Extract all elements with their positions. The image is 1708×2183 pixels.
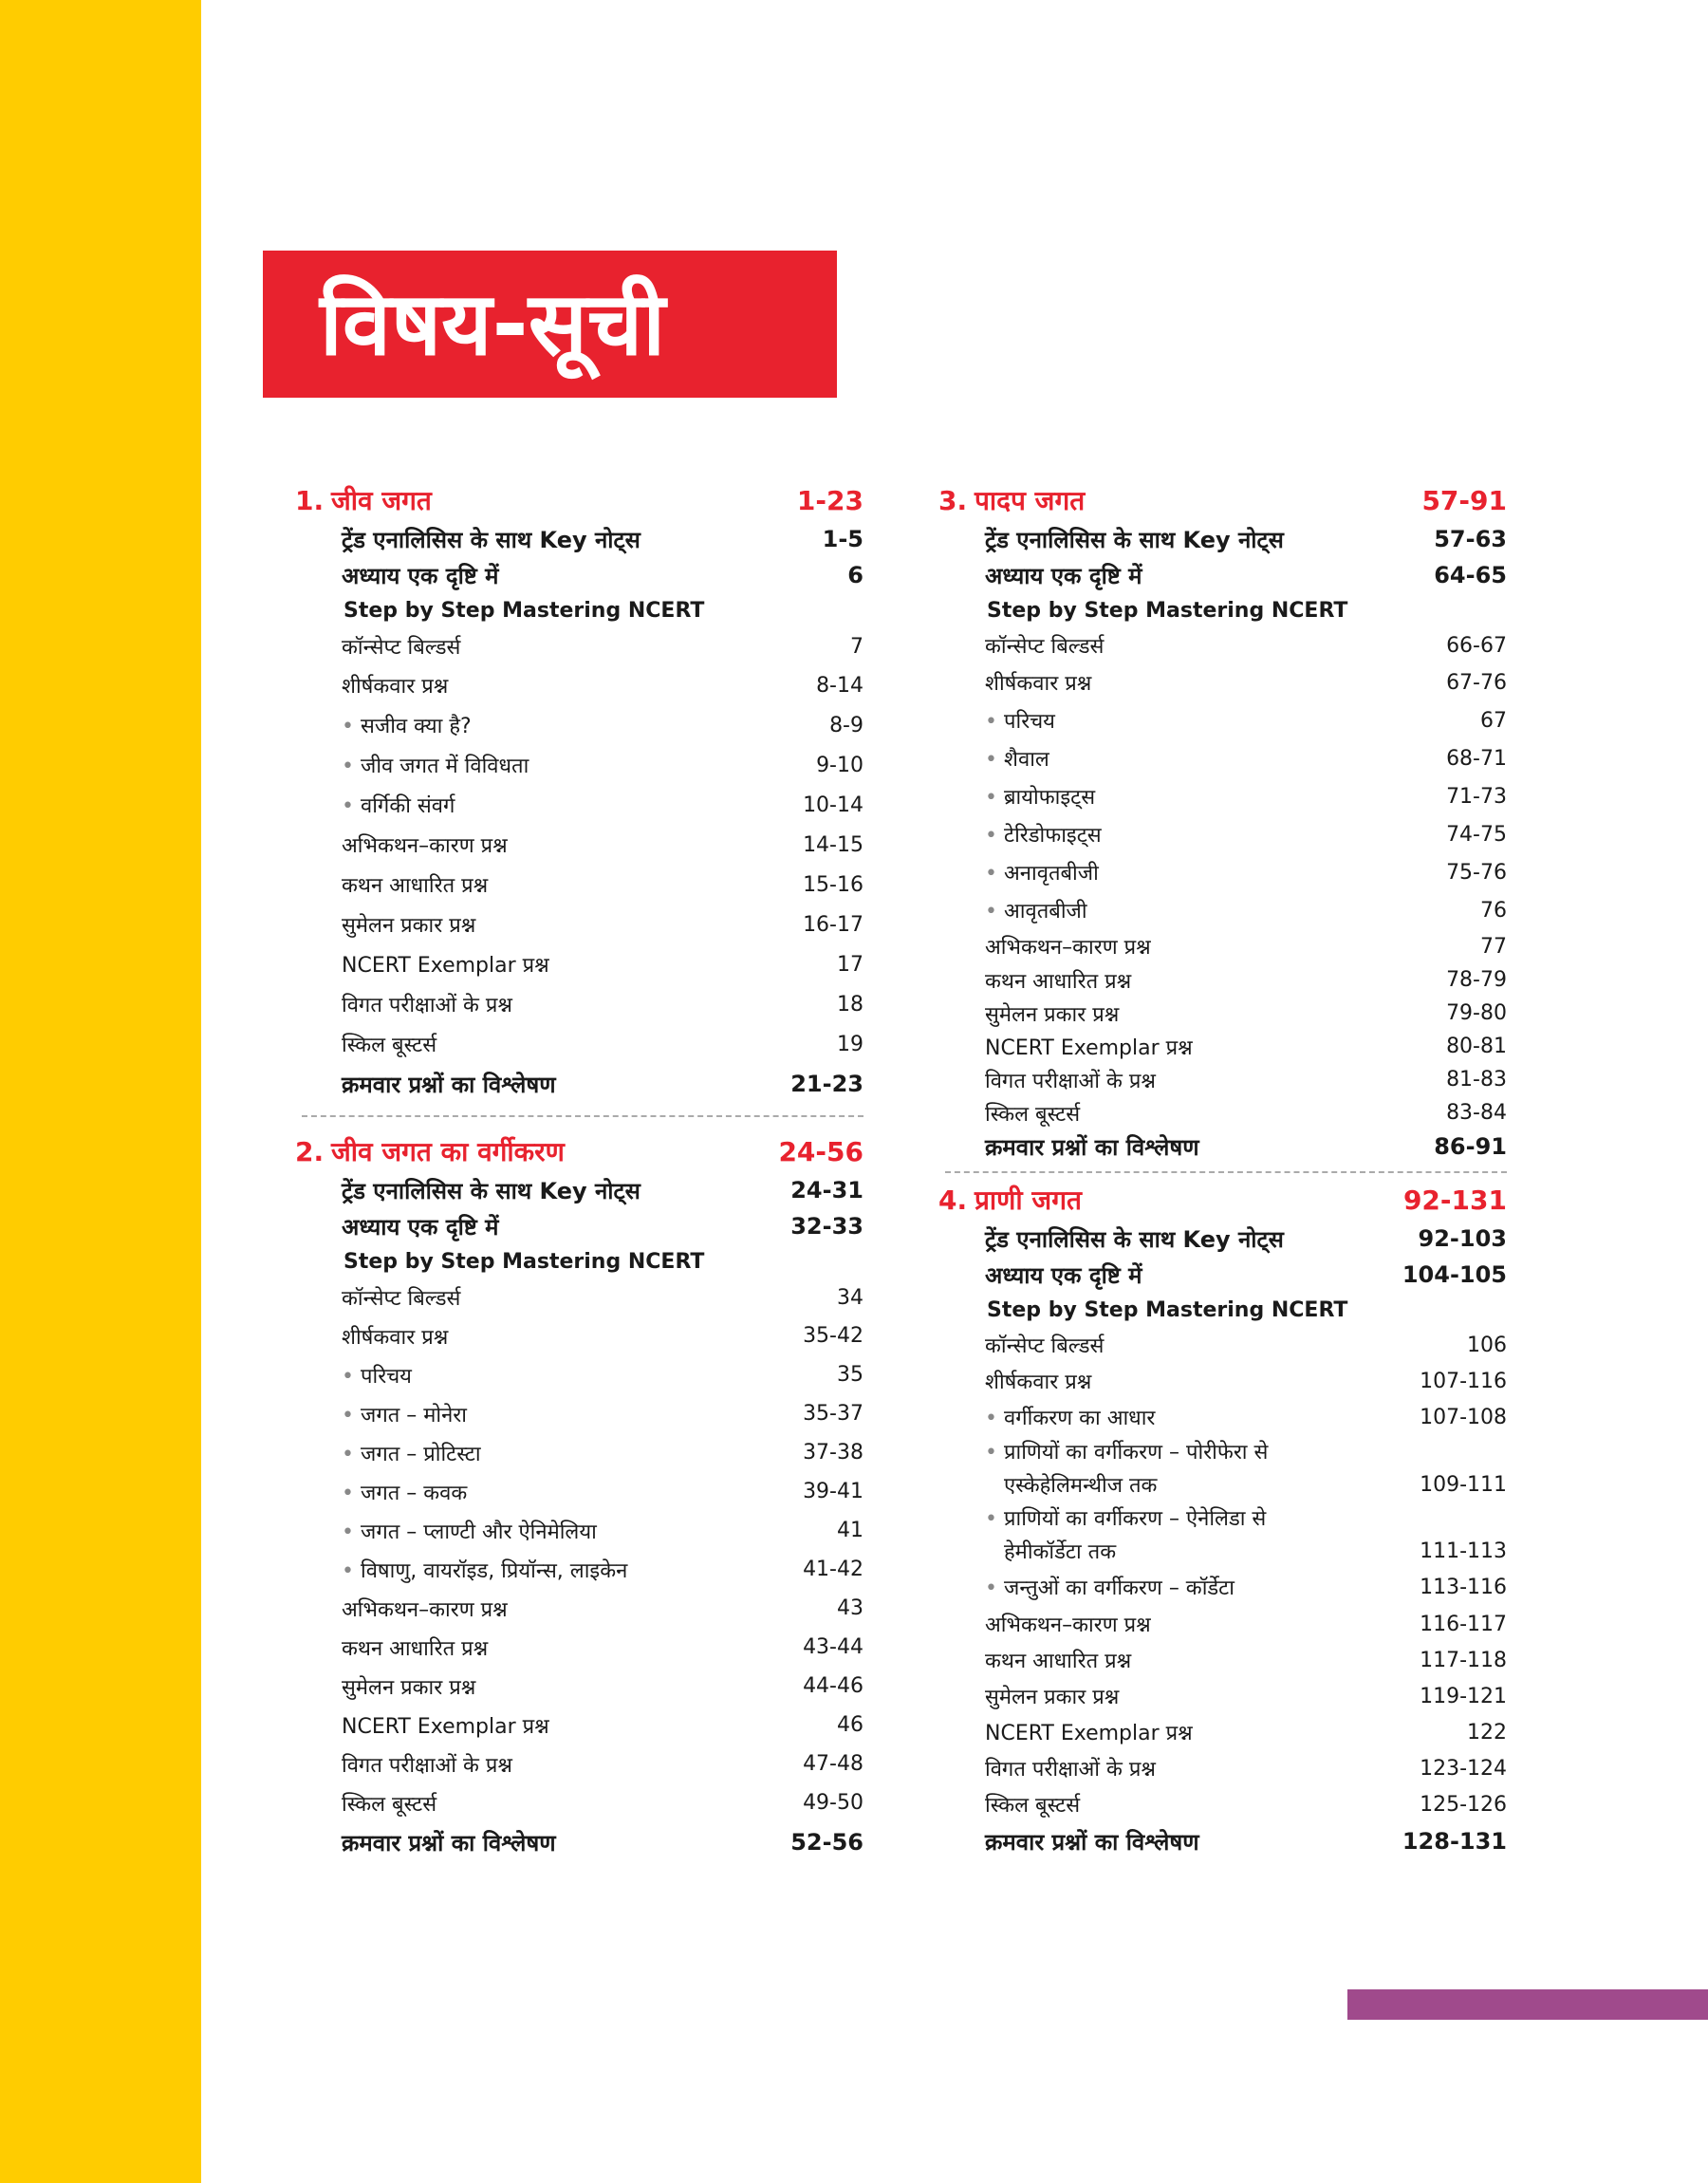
entry-pages: 41 [837, 1519, 863, 1542]
entry-pages: 8-14 [816, 673, 863, 698]
entry-pages: 92-103 [1418, 1225, 1507, 1252]
entry-pages: 41-42 [803, 1558, 863, 1581]
toc-entry[interactable] [302, 1589, 863, 1628]
entry-label: • परिचय [342, 1361, 412, 1390]
toc-column-right [938, 479, 1507, 1860]
toc-entry[interactable] [302, 1783, 863, 1822]
entry-pages: 109-111 [1420, 1472, 1507, 1497]
entry-label: कथन आधारित प्रश्न [985, 969, 1132, 994]
toc-entry[interactable] [302, 1064, 863, 1104]
entry-pages: 79-80 [1446, 1001, 1507, 1025]
toc-entry[interactable] [302, 521, 863, 557]
toc-entry[interactable] [302, 944, 863, 984]
entry-label: क्रमवार प्रश्नों का विश्लेषण [985, 1828, 1199, 1856]
toc-entry[interactable] [302, 1024, 863, 1064]
entry-label: सुमेलन प्रकार प्रश्न [985, 1002, 1120, 1027]
toc-entry[interactable] [945, 521, 1507, 557]
step-by-step-heading: Step by Step Mastering NCERT [343, 1249, 705, 1274]
entry-label: क्रमवार प्रश्नों का विश्लेषण [342, 1829, 556, 1856]
toc-entry[interactable] [945, 1030, 1507, 1063]
toc-subentry[interactable] [302, 1511, 863, 1550]
toc-column-left [295, 479, 863, 1862]
chapter-divider [945, 1171, 1507, 1173]
toc-entry[interactable] [945, 1678, 1507, 1714]
toc-entry[interactable] [945, 1129, 1507, 1164]
entry-pages: 6 [847, 562, 863, 588]
entry-pages: 18 [837, 992, 863, 1017]
toc-subentry[interactable] [302, 785, 863, 825]
entry-label: सुमेलन प्रकार प्रश्न [342, 914, 476, 938]
toc-subentry[interactable] [945, 739, 1507, 777]
chapter-2-heading[interactable] [295, 1130, 863, 1172]
entry-label: विगत परीक्षाओं के प्रश्न [342, 994, 512, 1017]
entry-pages: 113-116 [1420, 1575, 1507, 1599]
entry-label: स्किल बूस्टर्स [342, 1792, 437, 1817]
chapter-number: 3. [938, 485, 968, 516]
chapter-number: 4. [938, 1185, 968, 1216]
entry-label: कॉन्सेप्ट बिल्डर्स [342, 636, 461, 660]
entry-pages: 107-116 [1420, 1369, 1507, 1393]
chapter-title: जीव जगत [331, 485, 432, 516]
entry-pages: 43 [837, 1596, 863, 1620]
toc-subentry[interactable] [945, 1502, 1507, 1534]
entry-pages: 80-81 [1446, 1035, 1507, 1058]
toc-subentry[interactable] [945, 891, 1507, 929]
toc-subentry[interactable] [302, 1433, 863, 1472]
entry-pages: 8-9 [829, 713, 863, 737]
entry-pages: 35-37 [803, 1402, 863, 1426]
chapter-title: जीव जगत का वर्गीकरण [331, 1136, 565, 1167]
toc-entry[interactable] [945, 1606, 1507, 1642]
entry-pages: 81-83 [1446, 1068, 1507, 1092]
entry-label: • सजीव क्या है? [342, 711, 472, 739]
entry-label: • जगत – प्रोटिस्टा [342, 1439, 481, 1467]
toc-entry[interactable] [945, 1096, 1507, 1129]
entry-pages: 47-48 [803, 1752, 863, 1776]
entry-pages: 76 [1480, 898, 1507, 923]
toc-entry[interactable] [945, 663, 1507, 701]
chapter-number: 1. [295, 485, 325, 516]
entry-label: अभिकथन–कारण प्रश्न [342, 834, 508, 858]
step-by-step-heading: Step by Step Mastering NCERT [987, 598, 1348, 623]
entry-label: ट्रेंड एनालिसिस के साथ Key नोट्स [985, 526, 1284, 553]
entry-pages: 104-105 [1402, 1261, 1507, 1288]
entry-label: NCERT Exemplar प्रश्न [342, 1714, 549, 1739]
entry-label: कॉन्सेप्ट बिल्डर्स [985, 1334, 1105, 1358]
entry-pages: 67-76 [1446, 670, 1507, 695]
entry-pages: 119-121 [1420, 1684, 1507, 1708]
toc-entry[interactable] [302, 627, 863, 665]
entry-label: अध्याय एक दृष्टि में [985, 562, 1142, 589]
toc-subentry-continued[interactable] [945, 1467, 1507, 1502]
entry-pages: 19 [837, 1032, 863, 1056]
entry-label: • जगत – मोनेरा [342, 1400, 467, 1428]
entry-label: शीर्षकवार प्रश्न [342, 675, 449, 699]
toc-subentry[interactable] [945, 853, 1507, 891]
toc-subentry[interactable] [302, 1550, 863, 1589]
toc-entry[interactable] [302, 1706, 863, 1745]
chapter-number: 2. [295, 1136, 325, 1167]
chapter-1-heading[interactable] [295, 479, 863, 521]
entry-pages: 117-118 [1420, 1648, 1507, 1672]
entry-pages: 64-65 [1434, 562, 1507, 588]
entry-pages: 107-108 [1420, 1405, 1507, 1429]
entry-label: शीर्षकवार प्रश्न [342, 1325, 449, 1350]
entry-label: क्रमवार प्रश्नों का विश्लेषण [985, 1133, 1199, 1161]
chapter-title: प्राणी जगत [975, 1185, 1082, 1216]
entry-label: विगत परीक्षाओं के प्रश्न [985, 1758, 1156, 1782]
toc-entry[interactable] [302, 1822, 863, 1862]
chapter-pages: 1-23 [796, 484, 863, 516]
toc-entry[interactable] [302, 984, 863, 1024]
entry-label: • वर्गिकी संवर्ग [342, 791, 455, 819]
entry-pages: 7 [850, 634, 863, 659]
entry-pages: 21-23 [790, 1071, 863, 1097]
entry-label: शीर्षकवार प्रश्न [985, 672, 1092, 696]
toc-entry[interactable] [302, 1745, 863, 1783]
entry-pages: 83-84 [1446, 1101, 1507, 1125]
entry-label: शीर्षकवार प्रश्न [985, 1371, 1092, 1394]
entry-label: सुमेलन प्रकार प्रश्न [985, 1686, 1120, 1709]
toc-entry[interactable] [302, 825, 863, 865]
entry-label: • ब्रायोफाइट्स [985, 782, 1095, 811]
entry-label: NCERT Exemplar प्रश्न [985, 1722, 1193, 1745]
entry-pages: 67 [1480, 708, 1507, 733]
entry-pages: 128-131 [1402, 1828, 1507, 1855]
entry-label: • जगत – कवक [342, 1478, 467, 1506]
step-by-step-heading: Step by Step Mastering NCERT [987, 1297, 1348, 1322]
toc-entry[interactable] [302, 1628, 863, 1667]
toc-entry[interactable] [945, 1363, 1507, 1399]
entry-pages: 35-42 [803, 1324, 863, 1348]
toc-entry[interactable] [945, 1822, 1507, 1860]
entry-label: • जगत – प्लाण्टी और ऐनिमेलिया [342, 1517, 597, 1545]
toc-entry[interactable] [945, 627, 1507, 663]
chapter-divider [302, 1115, 863, 1117]
entry-label: स्किल बूस्टर्स [985, 1794, 1081, 1818]
entry-pages: 71-73 [1446, 784, 1507, 809]
entry-label: कथन आधारित प्रश्न [342, 1636, 489, 1661]
entry-pages: 106 [1467, 1333, 1507, 1357]
entry-label: NCERT Exemplar प्रश्न [985, 1036, 1193, 1060]
entry-pages: 111-113 [1420, 1539, 1507, 1563]
entry-label: हेमीकॉर्डेटा तक [1004, 1540, 1117, 1564]
entry-label: ट्रेंड एनालिसिस के साथ Key नोट्स [342, 1177, 640, 1204]
toc-entry[interactable] [945, 1714, 1507, 1750]
toc-entry[interactable] [945, 1063, 1507, 1096]
entry-pages: 123-124 [1420, 1756, 1507, 1781]
entry-pages: 35 [837, 1363, 863, 1387]
entry-label: • परिचय [985, 706, 1055, 735]
entry-pages: 17 [837, 952, 863, 977]
entry-label: स्किल बूस्टर्स [342, 1034, 437, 1057]
entry-label: अध्याय एक दृष्टि में [342, 562, 499, 589]
entry-pages: 44-46 [803, 1674, 863, 1698]
entry-pages: 9-10 [816, 753, 863, 777]
entry-pages: 125-126 [1420, 1792, 1507, 1817]
entry-pages: 57-63 [1434, 526, 1507, 552]
toc-entry[interactable] [302, 1208, 863, 1244]
entry-label: कथन आधारित प्रश्न [342, 874, 489, 898]
toc-subentry[interactable] [302, 1355, 863, 1394]
toc-entry[interactable] [945, 1221, 1507, 1257]
entry-label: कॉन्सेप्ट बिल्डर्स [342, 1287, 461, 1311]
entry-pages: 77 [1480, 934, 1507, 959]
entry-label: विगत परीक्षाओं के प्रश्न [985, 1069, 1156, 1093]
entry-pages: 49-50 [803, 1791, 863, 1815]
entry-label: • जन्तुओं का वर्गीकरण – कॉर्डेटा [985, 1573, 1235, 1601]
entry-pages: 116-117 [1420, 1612, 1507, 1636]
toc-entry[interactable] [945, 1257, 1507, 1293]
entry-label: स्किल बूस्टर्स [985, 1102, 1081, 1127]
chapter-pages: 92-131 [1402, 1184, 1507, 1216]
toc-entry[interactable] [302, 905, 863, 944]
step-by-step-heading: Step by Step Mastering NCERT [343, 598, 705, 623]
toc-subentry[interactable] [945, 777, 1507, 815]
chapter-pages: 57-91 [1421, 484, 1507, 516]
entry-pages: 39-41 [803, 1480, 863, 1503]
toc-subentry[interactable] [945, 1399, 1507, 1435]
entry-label: विगत परीक्षाओं के प्रश्न [342, 1753, 512, 1778]
toc-entry[interactable] [945, 997, 1507, 1030]
entry-pages: 34 [837, 1285, 863, 1310]
entry-label: • प्राणियों का वर्गीकरण – पोरीफेरा से [985, 1437, 1268, 1465]
entry-pages: 10-14 [803, 793, 863, 817]
toc-entry[interactable] [945, 1786, 1507, 1822]
toc-subentry[interactable] [302, 1394, 863, 1433]
yellow-side-band [0, 0, 201, 2183]
entry-label: अभिकथन–कारण प्रश्न [985, 936, 1151, 960]
entry-label: अध्याय एक दृष्टि में [342, 1213, 499, 1241]
entry-label: कथन आधारित प्रश्न [985, 1650, 1132, 1673]
entry-label: • अनावृतबीजी [985, 858, 1099, 886]
entry-label: ट्रेंड एनालिसिस के साथ Key नोट्स [342, 526, 640, 553]
toc-entry[interactable] [302, 557, 863, 593]
entry-pages: 37-38 [803, 1441, 863, 1465]
entry-pages: 16-17 [803, 912, 863, 937]
toc-entry[interactable] [302, 665, 863, 705]
toc-subentry[interactable] [302, 745, 863, 785]
entry-pages: 52-56 [790, 1829, 863, 1856]
entry-label: ट्रेंड एनालिसिस के साथ Key नोट्स [985, 1225, 1284, 1253]
page-title: विषय-सूची [320, 272, 666, 375]
toc-subentry[interactable] [302, 705, 863, 745]
entry-label: अध्याय एक दृष्टि में [985, 1261, 1142, 1289]
entry-pages: 75-76 [1446, 860, 1507, 885]
toc-entry[interactable] [302, 1316, 863, 1355]
entry-label: कॉन्सेप्ट बिल्डर्स [985, 635, 1105, 659]
entry-label: NCERT Exemplar प्रश्न [342, 954, 549, 978]
toc-subentry[interactable] [945, 701, 1507, 739]
toc-subentry[interactable] [945, 1435, 1507, 1467]
entry-pages: 78-79 [1446, 968, 1507, 992]
entry-pages: 122 [1467, 1720, 1507, 1745]
entry-label: • जीव जगत में विविधता [342, 751, 529, 779]
toc-entry[interactable] [945, 929, 1507, 963]
entry-pages: 32-33 [790, 1213, 863, 1240]
entry-label: • शैवाल [985, 744, 1049, 773]
chapter-title: पादप जगत [975, 485, 1086, 516]
entry-pages: 46 [837, 1713, 863, 1737]
toc-subentry-continued[interactable] [945, 1534, 1507, 1568]
chapter-pages: 24-56 [778, 1135, 863, 1167]
toc-entry[interactable] [945, 557, 1507, 593]
toc-entry[interactable] [945, 1642, 1507, 1678]
entry-label: एस्केहेलिमन्थीज तक [1004, 1474, 1158, 1498]
entry-label: • वर्गीकरण का आधार [985, 1403, 1155, 1431]
toc-entry[interactable] [945, 1750, 1507, 1786]
entry-pages: 24-31 [790, 1177, 863, 1203]
entry-pages: 68-71 [1446, 746, 1507, 771]
toc-subentry[interactable] [945, 1568, 1507, 1606]
toc-entry[interactable] [302, 1172, 863, 1208]
chapter-4-heading[interactable] [938, 1179, 1507, 1221]
entry-label: सुमेलन प्रकार प्रश्न [342, 1675, 476, 1700]
toc-subentry[interactable] [945, 815, 1507, 853]
toc-entry[interactable] [302, 1278, 863, 1316]
toc-entry[interactable] [945, 963, 1507, 997]
entry-pages: 1-5 [822, 526, 863, 552]
entry-pages: 66-67 [1446, 633, 1507, 658]
entry-pages: 15-16 [803, 872, 863, 897]
toc-entry[interactable] [302, 1667, 863, 1706]
entry-pages: 86-91 [1434, 1133, 1507, 1160]
chapter-3-heading[interactable] [938, 479, 1507, 521]
entry-label: • विषाणु, वायरॉइड, प्रियॉन्स, लाइकेन [342, 1556, 627, 1584]
entry-label: • आवृतबीजी [985, 896, 1087, 924]
entry-pages: 74-75 [1446, 822, 1507, 847]
entry-label: क्रमवार प्रश्नों का विश्लेषण [342, 1071, 556, 1098]
entry-label: • प्राणियों का वर्गीकरण – ऐनेलिडा से [985, 1503, 1266, 1532]
page-title-box [263, 251, 837, 398]
entry-pages: 43-44 [803, 1635, 863, 1659]
entry-label: • टेरिडोफाइट्स [985, 820, 1102, 849]
purple-accent-bar [1347, 1989, 1708, 2020]
toc-entry[interactable] [945, 1327, 1507, 1363]
entry-label: अभिकथन–कारण प्रश्न [985, 1614, 1151, 1637]
toc-subentry[interactable] [302, 1472, 863, 1511]
entry-label: अभिकथन–कारण प्रश्न [342, 1597, 508, 1622]
entry-pages: 14-15 [803, 832, 863, 857]
toc-entry[interactable] [302, 865, 863, 905]
